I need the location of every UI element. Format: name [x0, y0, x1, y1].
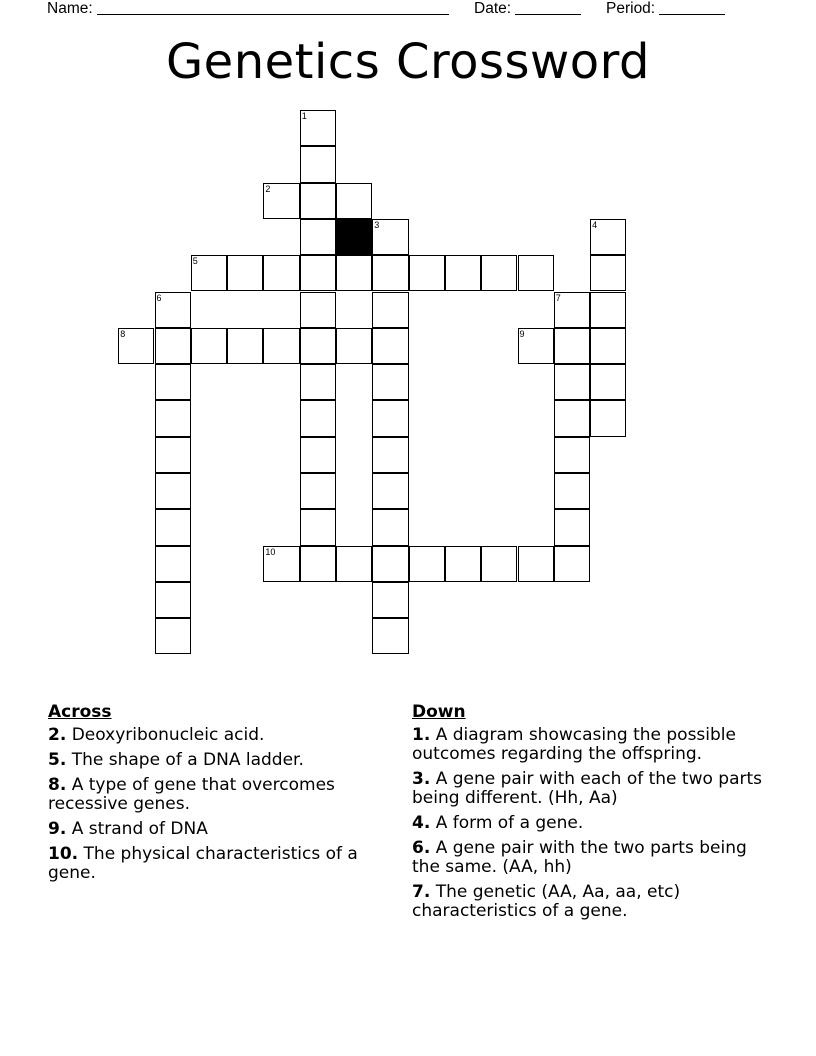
crossword-cell[interactable] [336, 546, 372, 582]
crossword-cell[interactable] [372, 437, 408, 473]
crossword-cell[interactable] [481, 546, 517, 582]
down-clue: 1. A diagram showcasing the possible outcomes regarding the offspring. [412, 725, 736, 764]
crossword-cell[interactable] [263, 328, 299, 364]
crossword-cell[interactable] [300, 437, 336, 473]
crossword-cell[interactable] [300, 473, 336, 509]
crossword-cell[interactable] [300, 364, 336, 400]
crossword-cell[interactable] [590, 364, 626, 400]
crossword-cell[interactable] [155, 400, 191, 436]
clue-number: 7 [555, 292, 561, 303]
crossword-cell[interactable] [590, 292, 626, 328]
crossword-cell[interactable] [372, 509, 408, 545]
crossword-cell[interactable] [590, 328, 626, 364]
crossword-cell[interactable] [300, 183, 336, 219]
crossword-cell[interactable] [372, 546, 408, 582]
crossword-cell[interactable] [518, 328, 554, 364]
crossword-cell[interactable] [554, 364, 590, 400]
across-heading: Across [48, 702, 112, 722]
crossword-cell[interactable] [372, 364, 408, 400]
crossword-cell[interactable] [372, 219, 408, 255]
page-title: Genetics Crossword [165, 34, 651, 90]
crossword-cell[interactable] [554, 546, 590, 582]
across-clue: 2. Deoxyribonucleic acid. [48, 725, 265, 745]
crossword-cell[interactable] [554, 400, 590, 436]
crossword-cell[interactable] [372, 292, 408, 328]
crossword-cell[interactable] [445, 546, 481, 582]
crossword-cell[interactable] [336, 183, 372, 219]
across-clues [48, 702, 388, 889]
crossword-cell[interactable] [155, 437, 191, 473]
crossword-cell[interactable] [300, 255, 336, 291]
crossword-cell[interactable] [155, 582, 191, 618]
crossword-cell[interactable] [300, 328, 336, 364]
crossword-cell[interactable] [518, 255, 554, 291]
crossword-cell[interactable] [554, 473, 590, 509]
crossword-cell[interactable] [155, 618, 191, 654]
crossword-cell[interactable] [409, 546, 445, 582]
crossword-cell[interactable] [155, 364, 191, 400]
crossword-cell[interactable] [300, 509, 336, 545]
down-clue: 3. A gene pair with each of the two parts being different. (Hh, Aa) [412, 769, 763, 808]
clue-number: 9 [519, 328, 525, 339]
crossword-cell[interactable] [300, 146, 336, 182]
crossword-cell[interactable] [409, 255, 445, 291]
name-label: Name: [47, 0, 93, 17]
across-clue: 9. A strand of DNA [48, 819, 208, 839]
crossword-cell[interactable] [336, 255, 372, 291]
down-clue: 6. A gene pair with the two parts being the same. (AA, hh) [412, 838, 747, 877]
crossword-cell[interactable] [263, 546, 299, 582]
crossword-cell[interactable] [300, 546, 336, 582]
clue-number: 10 [265, 546, 276, 557]
crossword-cell[interactable] [554, 509, 590, 545]
crossword-black-cell [336, 219, 372, 255]
crossword-cell[interactable] [300, 110, 336, 146]
crossword-cell[interactable] [590, 255, 626, 291]
clue-number: 4 [592, 219, 598, 230]
clue-number: 2 [265, 183, 271, 194]
crossword-cell[interactable] [554, 328, 590, 364]
crossword-cell[interactable] [118, 328, 154, 364]
across-clue: 8. A type of gene that overcomes recessive genes. [48, 775, 335, 814]
crossword-cell[interactable] [263, 183, 299, 219]
crossword-cell[interactable] [191, 328, 227, 364]
crossword-cell[interactable] [518, 546, 554, 582]
crossword-cell[interactable] [263, 255, 299, 291]
down-clue: 4. A form of a gene. [412, 813, 584, 833]
crossword-cell[interactable] [481, 255, 517, 291]
crossword-cell[interactable] [554, 292, 590, 328]
crossword-cell[interactable] [372, 400, 408, 436]
down-heading: Down [412, 702, 466, 722]
down-clue: 7. The genetic (AA, Aa, aa, etc) characteristics of a gene. [412, 882, 681, 921]
crossword-cell[interactable] [336, 328, 372, 364]
crossword-cell[interactable] [155, 509, 191, 545]
crossword-cell[interactable] [554, 437, 590, 473]
crossword-cell[interactable] [300, 219, 336, 255]
clue-number: 1 [301, 111, 307, 121]
crossword-cell[interactable] [227, 255, 263, 291]
crossword-cell[interactable] [372, 473, 408, 509]
crossword-cell[interactable] [372, 328, 408, 364]
crossword-cell[interactable] [590, 400, 626, 436]
crossword-cell[interactable] [372, 618, 408, 654]
clue-number: 5 [192, 256, 198, 267]
crossword-cell[interactable] [372, 582, 408, 618]
crossword-cell[interactable] [300, 292, 336, 328]
across-clue: 5. The shape of a DNA ladder. [48, 750, 304, 770]
crossword-cell[interactable] [155, 546, 191, 582]
down-clues [412, 702, 762, 927]
clue-number: 8 [120, 328, 126, 339]
clue-number: 3 [374, 219, 380, 230]
date-label: Date: [474, 0, 512, 17]
crossword-cell[interactable] [590, 219, 626, 255]
clue-number: 6 [156, 292, 162, 303]
crossword-cell[interactable] [372, 255, 408, 291]
crossword-cell[interactable] [155, 328, 191, 364]
crossword-cell[interactable] [300, 400, 336, 436]
across-clue: 10. The physical characteristics of a gene. [48, 844, 358, 883]
crossword-cell[interactable] [155, 292, 191, 328]
crossword-cell[interactable] [227, 328, 263, 364]
period-label: Period: [606, 0, 656, 17]
crossword-cell[interactable] [191, 255, 227, 291]
crossword-cell[interactable] [155, 473, 191, 509]
crossword-cell[interactable] [445, 255, 481, 291]
